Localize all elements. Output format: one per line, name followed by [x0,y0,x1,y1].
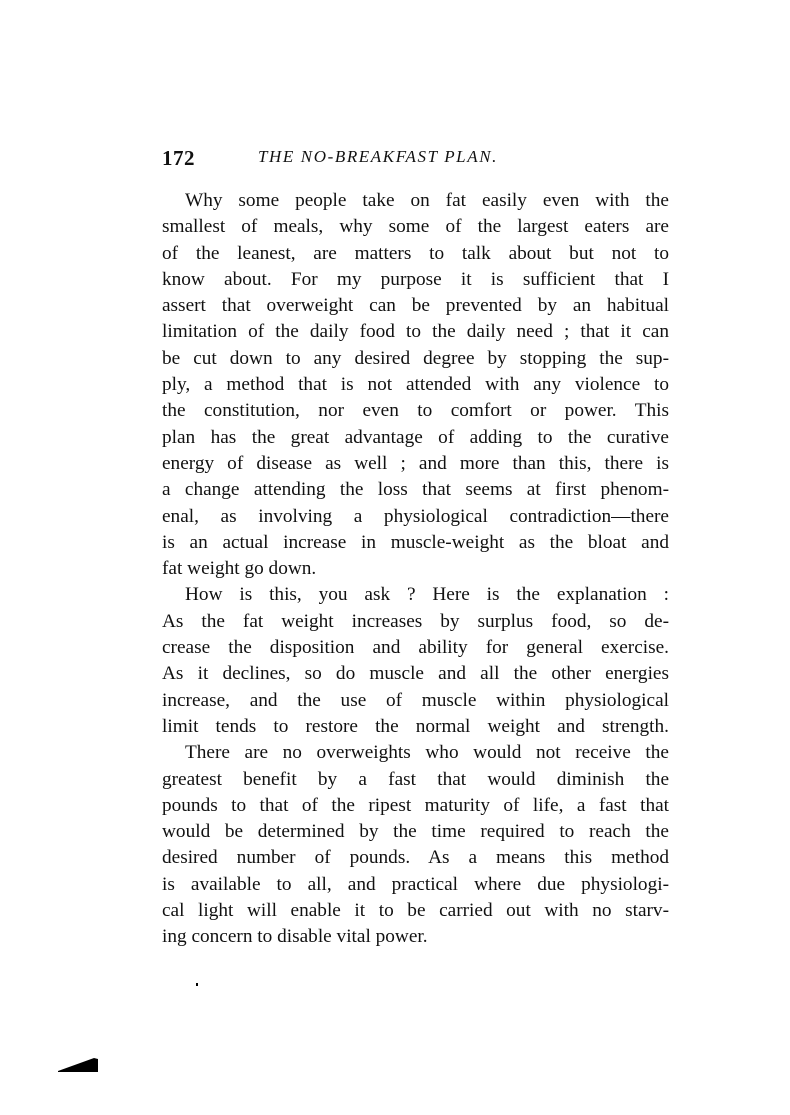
running-head: THE NO-BREAKFAST PLAN. [258,147,499,166]
paragraph-1 [162,188,669,582]
text-line: be cut down to any desired degree by stopping the sup- [162,347,669,369]
paragraph-3 [162,740,669,950]
page-number: 172 [162,146,195,170]
page-header [162,146,672,172]
text-line: Why some people take on fat easily even with the [185,190,669,211]
text-line: fat weight go down. [162,558,317,580]
text-line: limitation of the daily food to the daily need ; that it can [162,321,669,343]
text-line: increase, and the use of muscle within physiological [162,689,669,711]
text-line: would be determined by the time required to reach the [162,821,669,843]
text-line: crease the disposition and ability for general exercise. [162,637,669,659]
text-line: of the leanest, are matters to talk about but not to [162,242,669,264]
text-line: pounds to that of the ripest maturity of life, a fast that [162,794,669,816]
text-line: is available to all, and practical where due physiologi- [162,873,669,895]
text-line: plan has the great advantage of adding to the curative [162,426,669,448]
text-line: enal, as involving a physiological contradiction—there [162,505,669,527]
scan-edge-artifact-icon [58,1057,98,1072]
text-line: As it declines, so do muscle and all the other energies [162,663,669,685]
text-line: desired number of pounds. As a means this method [162,847,669,869]
text-line: As the fat weight increases by surplus food, so de- [162,610,669,632]
text-line: a change attending the loss that seems at first phenom- [162,479,669,501]
text-line: How is this, you ask ? Here is the explanation : [185,584,669,606]
text-line: ing concern to disable vital power. [162,926,428,948]
text-line: greatest benefit by a fast that would diminish the [162,768,669,790]
text-line: smallest of meals, why some of the largest eaters are [162,216,669,238]
text-line: is an actual increase in muscle-weight as the bloat and [162,531,669,553]
body-text [162,188,669,951]
scan-speck-mark [196,983,198,986]
text-line: know about. For my purpose it is sufficient that I [162,268,669,290]
paragraph-2 [162,582,669,740]
text-line: limit tends to restore the normal weight and strength. [162,715,669,737]
text-line: ply, a method that is not attended with any violence to [162,374,669,396]
text-line: cal light will enable it to be carried out with no starv- [162,900,669,922]
text-line: energy of disease as well ; and more than this, there is [162,452,669,474]
text-line: There are no overweights who would not receive the [185,742,669,764]
text-line: the constitution, nor even to comfort or power. This [162,400,669,422]
text-line: assert that overweight can be prevented by an habitual [162,295,669,317]
